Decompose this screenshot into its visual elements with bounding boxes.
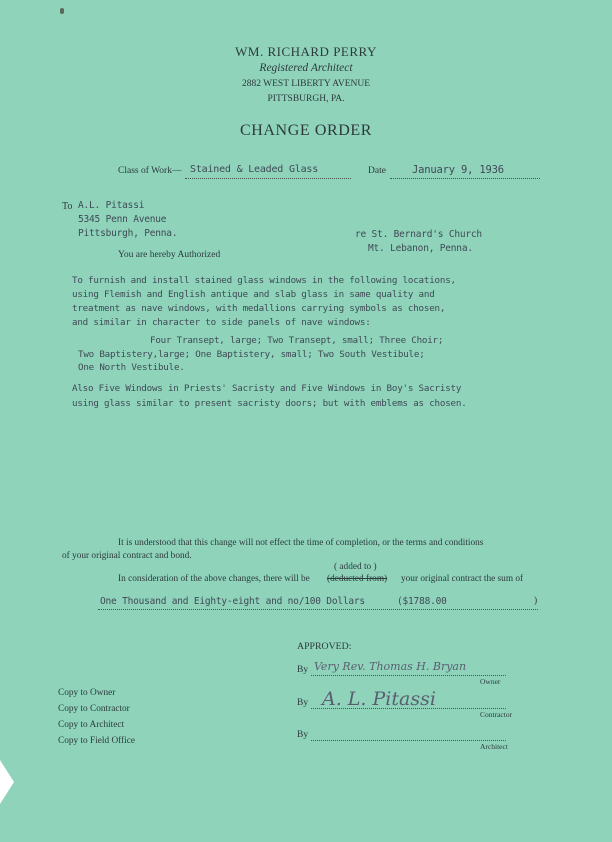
body-p3-line-2: using glass similar to present sacristy doors; but with emblems as chosen. — [72, 398, 467, 409]
sum-close-paren: ) — [534, 596, 538, 606]
date-value: January 9, 1936 — [412, 164, 504, 176]
contractor-signature-line — [311, 708, 506, 709]
deducted-from-option: (deducted from) — [327, 574, 388, 584]
body-p3-line-1: Also Five Windows in Priests' Sacristy and Five Windows in Boy's Sacristy — [72, 383, 462, 394]
architect-signature-line — [311, 740, 506, 741]
architect-name: WM. RICHARD PERRY — [235, 44, 377, 59]
architect-city: PITTSBURGH, PA. — [267, 94, 345, 104]
authorized-text: You are hereby Authorized — [118, 250, 221, 260]
body-p2-line-1: Four Transept, large; Two Transept, small; Three Choir; — [150, 335, 444, 346]
architect-label: Architect — [480, 742, 508, 751]
architect-title: Registered Architect — [259, 62, 353, 74]
architect-by-label: By — [297, 730, 309, 740]
to-line-3: Pittsburgh, Penna. — [78, 228, 178, 239]
copy-to-owner: Copy to Owner — [58, 688, 116, 698]
document-title: CHANGE ORDER — [239, 122, 373, 139]
sum-amount: ($1788.00 — [397, 596, 447, 607]
body-p2-line-2: Two Baptistery,large; One Baptistery, small; Two South Vestibule; — [78, 349, 425, 360]
owner-by-label: By — [297, 665, 309, 675]
understood-line-2: of your original contract and bond. — [62, 551, 192, 561]
copy-to-architect: Copy to Architect — [58, 720, 125, 730]
date-line — [390, 178, 540, 179]
paper-mark — [60, 8, 64, 14]
class-of-work-line — [185, 178, 351, 179]
to-label: To — [62, 201, 73, 212]
date-label: Date — [368, 166, 386, 176]
approved-label: APPROVED: — [297, 641, 352, 652]
sum-line — [98, 609, 538, 610]
class-of-work-label: Class of Work— — [118, 166, 182, 176]
copy-to-contractor: Copy to Contractor — [58, 704, 130, 714]
added-to-option: ( added to ) — [334, 562, 377, 572]
class-of-work-value: Stained & Leaded Glass — [190, 164, 319, 175]
paper-tear — [0, 760, 14, 804]
contractor-label: Contractor — [480, 710, 513, 719]
body-p1-line-3: treatment as nave windows, with medallions carrying symbols as chosen, — [72, 303, 446, 314]
owner-signature-line — [311, 675, 506, 676]
body-p1-line-4: and similar in character to side panels of nave windows: — [72, 317, 371, 328]
owner-signature: Very Rev. Thomas H. Bryan — [314, 660, 467, 673]
body-p2-line-3: One North Vestibule. — [78, 362, 185, 373]
copy-to-field-office: Copy to Field Office — [58, 736, 136, 746]
understood-line-1: It is understood that this change will not effect the time of completion, or the terms and conditions — [118, 538, 484, 548]
sum-words: One Thousand and Eighty-eight and no/100 Dollars — [100, 596, 365, 607]
to-line-2: 5345 Penn Avenue — [78, 214, 167, 225]
consideration-pre: In consideration of the above changes, there will be — [118, 574, 310, 584]
architect-address: 2882 WEST LIBERTY AVENUE — [241, 79, 371, 89]
re-line-1: re St. Bernard's Church — [355, 229, 482, 240]
to-line-1: A.L. Pitassi — [78, 200, 145, 211]
owner-label: Owner — [480, 677, 501, 686]
body-p1-line-1: To furnish and install stained glass windows in the following locations, — [72, 275, 456, 286]
body-p1-line-2: using Flemish and English antique and slab glass in same quality and — [72, 289, 435, 300]
re-line-2: Mt. Lebanon, Penna. — [368, 243, 473, 254]
contractor-by-label: By — [297, 698, 309, 708]
contractor-signature: A. L. Pitassi — [322, 688, 436, 710]
consideration-post: your original contract the sum of — [401, 574, 524, 584]
